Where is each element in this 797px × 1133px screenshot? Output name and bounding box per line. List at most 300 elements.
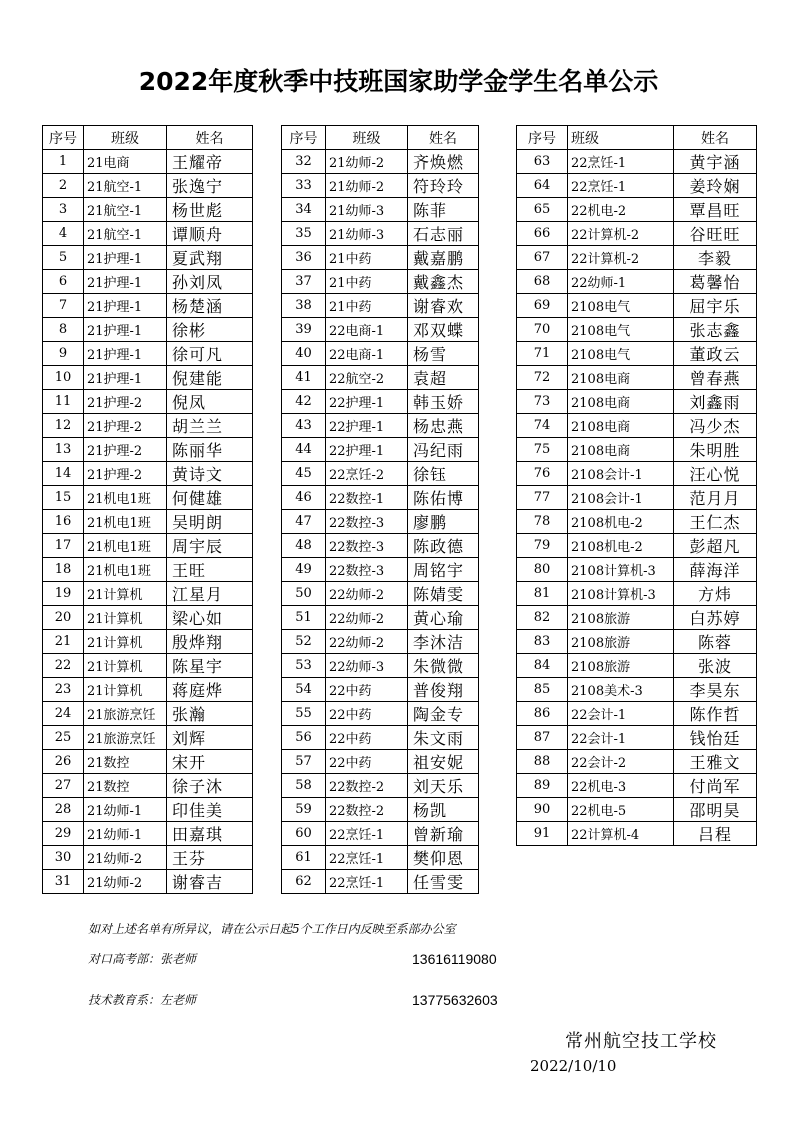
row-class: 21护理-1 bbox=[84, 366, 167, 390]
table-row bbox=[517, 342, 757, 366]
row-number: 69 bbox=[517, 294, 568, 318]
table-row bbox=[43, 366, 253, 390]
row-class: 21电商 bbox=[84, 150, 167, 174]
table-row bbox=[282, 606, 479, 630]
row-student-name: 宋开 bbox=[167, 750, 253, 774]
row-student-name: 张志鑫 bbox=[674, 318, 757, 342]
row-student-name: 邓双蝶 bbox=[408, 318, 479, 342]
row-class: 2108电商 bbox=[568, 438, 674, 462]
objection-notice: 如对上述名单有所异议，请在公示日起5个工作日内反映至系部办公室 bbox=[88, 922, 456, 936]
contact-2-phone: 13775632603 bbox=[412, 992, 498, 1008]
header-class: 班级 bbox=[84, 126, 167, 150]
row-student-name: 印佳美 bbox=[167, 798, 253, 822]
row-class: 21护理-1 bbox=[84, 246, 167, 270]
row-class: 21中药 bbox=[326, 246, 408, 270]
table-row bbox=[43, 870, 253, 894]
row-class: 2108电商 bbox=[568, 414, 674, 438]
row-number: 38 bbox=[282, 294, 326, 318]
row-class: 21护理-2 bbox=[84, 438, 167, 462]
table-row bbox=[43, 294, 253, 318]
table-row bbox=[43, 678, 253, 702]
table-row bbox=[43, 510, 253, 534]
row-class: 21机电1班 bbox=[84, 510, 167, 534]
row-class: 21幼师-1 bbox=[84, 798, 167, 822]
row-number: 77 bbox=[517, 486, 568, 510]
row-student-name: 白苏婷 bbox=[674, 606, 757, 630]
row-class: 2108电商 bbox=[568, 366, 674, 390]
table-row bbox=[282, 798, 479, 822]
table-row bbox=[282, 198, 479, 222]
row-student-name: 陈政德 bbox=[408, 534, 479, 558]
row-number: 49 bbox=[282, 558, 326, 582]
row-number: 10 bbox=[43, 366, 84, 390]
table-row bbox=[282, 702, 479, 726]
row-number: 84 bbox=[517, 654, 568, 678]
row-student-name: 谢睿吉 bbox=[167, 870, 253, 894]
row-number: 13 bbox=[43, 438, 84, 462]
row-class: 2108美术-3 bbox=[568, 678, 674, 702]
row-class: 22电商-1 bbox=[326, 318, 408, 342]
row-student-name: 戴嘉鹏 bbox=[408, 246, 479, 270]
row-number: 6 bbox=[43, 270, 84, 294]
table-row bbox=[517, 558, 757, 582]
row-class: 2108会计-1 bbox=[568, 486, 674, 510]
table-row bbox=[282, 366, 479, 390]
row-student-name: 廖鹏 bbox=[408, 510, 479, 534]
table-row bbox=[517, 246, 757, 270]
row-number: 33 bbox=[282, 174, 326, 198]
row-class: 22幼师-2 bbox=[326, 630, 408, 654]
row-student-name: 邵明昊 bbox=[674, 798, 757, 822]
table-row bbox=[517, 486, 757, 510]
row-number: 48 bbox=[282, 534, 326, 558]
row-student-name: 祖安妮 bbox=[408, 750, 479, 774]
row-student-name: 付尚军 bbox=[674, 774, 757, 798]
row-student-name: 杨凯 bbox=[408, 798, 479, 822]
row-class: 22中药 bbox=[326, 750, 408, 774]
table-row bbox=[517, 318, 757, 342]
table-row bbox=[517, 438, 757, 462]
row-number: 86 bbox=[517, 702, 568, 726]
row-class: 21护理-2 bbox=[84, 390, 167, 414]
row-class: 21护理-2 bbox=[84, 414, 167, 438]
table-row bbox=[43, 246, 253, 270]
row-class: 21机电1班 bbox=[84, 558, 167, 582]
row-class: 21幼师-2 bbox=[326, 174, 408, 198]
table-row bbox=[43, 270, 253, 294]
row-student-name: 刘天乐 bbox=[408, 774, 479, 798]
row-student-name: 葛馨怡 bbox=[674, 270, 757, 294]
row-class: 22数控-1 bbox=[326, 486, 408, 510]
row-number: 52 bbox=[282, 630, 326, 654]
header-name: 姓名 bbox=[167, 126, 253, 150]
row-class: 21机电1班 bbox=[84, 534, 167, 558]
table-row bbox=[282, 150, 479, 174]
row-number: 45 bbox=[282, 462, 326, 486]
table-row bbox=[517, 534, 757, 558]
row-student-name: 李毅 bbox=[674, 246, 757, 270]
row-class: 21旅游烹饪 bbox=[84, 726, 167, 750]
header-name: 姓名 bbox=[408, 126, 479, 150]
row-student-name: 董政云 bbox=[674, 342, 757, 366]
publish-date: 2022/10/10 bbox=[530, 1057, 617, 1075]
table-row bbox=[43, 846, 253, 870]
row-class: 22幼师-1 bbox=[568, 270, 674, 294]
row-number: 83 bbox=[517, 630, 568, 654]
row-student-name: 谷旺旺 bbox=[674, 222, 757, 246]
table-row bbox=[517, 774, 757, 798]
table-row bbox=[282, 342, 479, 366]
row-class: 22航空-2 bbox=[326, 366, 408, 390]
row-number: 36 bbox=[282, 246, 326, 270]
row-number: 34 bbox=[282, 198, 326, 222]
table-row bbox=[282, 870, 479, 894]
table-row bbox=[43, 822, 253, 846]
row-class: 22幼师-2 bbox=[326, 606, 408, 630]
row-student-name: 杨世彪 bbox=[167, 198, 253, 222]
table-row bbox=[282, 174, 479, 198]
table-row bbox=[43, 534, 253, 558]
row-student-name: 周宇辰 bbox=[167, 534, 253, 558]
row-student-name: 韩玉娇 bbox=[408, 390, 479, 414]
row-student-name: 杨雪 bbox=[408, 342, 479, 366]
table-row bbox=[43, 414, 253, 438]
row-class: 22中药 bbox=[326, 702, 408, 726]
table-row bbox=[282, 414, 479, 438]
row-student-name: 谭顺舟 bbox=[167, 222, 253, 246]
row-number: 63 bbox=[517, 150, 568, 174]
row-class: 2108电气 bbox=[568, 294, 674, 318]
student-table-2 bbox=[281, 125, 479, 894]
row-number: 75 bbox=[517, 438, 568, 462]
table-row bbox=[517, 198, 757, 222]
row-student-name: 梁心如 bbox=[167, 606, 253, 630]
row-class: 2108计算机-3 bbox=[568, 582, 674, 606]
table-row bbox=[43, 558, 253, 582]
row-number: 5 bbox=[43, 246, 84, 270]
row-number: 71 bbox=[517, 342, 568, 366]
row-class: 21中药 bbox=[326, 270, 408, 294]
row-student-name: 齐焕燃 bbox=[408, 150, 479, 174]
contact-1-label: 对口高考部：张老师 bbox=[88, 952, 197, 966]
table-row bbox=[43, 342, 253, 366]
row-student-name: 陈星宇 bbox=[167, 654, 253, 678]
table-row bbox=[43, 726, 253, 750]
row-class: 21护理-1 bbox=[84, 270, 167, 294]
header-class: 班级 bbox=[568, 126, 674, 150]
table-row bbox=[282, 534, 479, 558]
row-number: 14 bbox=[43, 462, 84, 486]
row-student-name: 李沐洁 bbox=[408, 630, 479, 654]
header-no: 序号 bbox=[43, 126, 84, 150]
contact-2-label: 技术教育系：左老师 bbox=[88, 993, 197, 1007]
row-student-name: 周铭宇 bbox=[408, 558, 479, 582]
row-student-name: 吕程 bbox=[674, 822, 757, 846]
table-row bbox=[282, 438, 479, 462]
row-class: 21计算机 bbox=[84, 606, 167, 630]
row-class: 21航空-1 bbox=[84, 174, 167, 198]
row-student-name: 曾新瑜 bbox=[408, 822, 479, 846]
row-student-name: 王耀帝 bbox=[167, 150, 253, 174]
row-class: 21幼师-3 bbox=[326, 222, 408, 246]
row-student-name: 薛海洋 bbox=[674, 558, 757, 582]
row-number: 91 bbox=[517, 822, 568, 846]
page-title: 2022年度秋季中技班国家助学金学生名单公示 bbox=[138, 67, 659, 96]
row-class: 22护理-1 bbox=[326, 390, 408, 414]
row-student-name: 屈宇乐 bbox=[674, 294, 757, 318]
student-table-3 bbox=[516, 125, 757, 846]
table-row bbox=[517, 822, 757, 846]
row-number: 39 bbox=[282, 318, 326, 342]
row-number: 73 bbox=[517, 390, 568, 414]
row-class: 21护理-1 bbox=[84, 318, 167, 342]
row-student-name: 陈佑博 bbox=[408, 486, 479, 510]
row-number: 30 bbox=[43, 846, 84, 870]
row-class: 2108旅游 bbox=[568, 606, 674, 630]
table-row bbox=[517, 726, 757, 750]
row-class: 2108会计-1 bbox=[568, 462, 674, 486]
header-class: 班级 bbox=[326, 126, 408, 150]
row-student-name: 戴鑫杰 bbox=[408, 270, 479, 294]
row-number: 80 bbox=[517, 558, 568, 582]
row-student-name: 王芬 bbox=[167, 846, 253, 870]
table-row bbox=[282, 294, 479, 318]
row-class: 22数控-2 bbox=[326, 774, 408, 798]
row-class: 22数控-3 bbox=[326, 534, 408, 558]
row-student-name: 陈蓉 bbox=[674, 630, 757, 654]
row-number: 88 bbox=[517, 750, 568, 774]
row-student-name: 冯纪雨 bbox=[408, 438, 479, 462]
row-class: 22会计-1 bbox=[568, 726, 674, 750]
row-class: 21幼师-2 bbox=[84, 846, 167, 870]
row-class: 21计算机 bbox=[84, 630, 167, 654]
row-class: 2108机电-2 bbox=[568, 534, 674, 558]
row-student-name: 杨忠燕 bbox=[408, 414, 479, 438]
row-number: 64 bbox=[517, 174, 568, 198]
student-table-1 bbox=[42, 125, 253, 894]
row-student-name: 孙刘凤 bbox=[167, 270, 253, 294]
row-student-name: 冯少杰 bbox=[674, 414, 757, 438]
row-class: 22烹饪-2 bbox=[326, 462, 408, 486]
row-number: 67 bbox=[517, 246, 568, 270]
row-number: 9 bbox=[43, 342, 84, 366]
row-class: 22中药 bbox=[326, 678, 408, 702]
row-class: 21幼师-2 bbox=[326, 150, 408, 174]
row-student-name: 徐子沐 bbox=[167, 774, 253, 798]
row-number: 60 bbox=[282, 822, 326, 846]
row-number: 18 bbox=[43, 558, 84, 582]
row-number: 76 bbox=[517, 462, 568, 486]
row-class: 22计算机-2 bbox=[568, 246, 674, 270]
row-class: 21中药 bbox=[326, 294, 408, 318]
table-row bbox=[517, 654, 757, 678]
table-row bbox=[43, 750, 253, 774]
row-number: 57 bbox=[282, 750, 326, 774]
row-student-name: 姜玲娴 bbox=[674, 174, 757, 198]
row-number: 85 bbox=[517, 678, 568, 702]
table-row bbox=[43, 438, 253, 462]
table-row bbox=[517, 270, 757, 294]
row-number: 27 bbox=[43, 774, 84, 798]
row-class: 21护理-2 bbox=[84, 462, 167, 486]
table-row bbox=[517, 366, 757, 390]
row-class: 21幼师-1 bbox=[84, 822, 167, 846]
row-class: 2108电商 bbox=[568, 390, 674, 414]
row-student-name: 蒋庭烨 bbox=[167, 678, 253, 702]
row-number: 74 bbox=[517, 414, 568, 438]
table-row bbox=[517, 510, 757, 534]
row-number: 61 bbox=[282, 846, 326, 870]
table-row bbox=[517, 798, 757, 822]
row-number: 17 bbox=[43, 534, 84, 558]
row-number: 2 bbox=[43, 174, 84, 198]
table-row bbox=[282, 222, 479, 246]
row-student-name: 张逸宁 bbox=[167, 174, 253, 198]
table-row bbox=[282, 318, 479, 342]
row-student-name: 李昊东 bbox=[674, 678, 757, 702]
row-number: 1 bbox=[43, 150, 84, 174]
table-row bbox=[43, 774, 253, 798]
table-row bbox=[43, 630, 253, 654]
row-class: 22护理-1 bbox=[326, 414, 408, 438]
table-row bbox=[282, 510, 479, 534]
row-class: 2108计算机-3 bbox=[568, 558, 674, 582]
row-student-name: 普俊翔 bbox=[408, 678, 479, 702]
row-class: 22数控-3 bbox=[326, 510, 408, 534]
row-number: 53 bbox=[282, 654, 326, 678]
row-class: 21旅游烹饪 bbox=[84, 702, 167, 726]
row-number: 56 bbox=[282, 726, 326, 750]
row-student-name: 黄诗文 bbox=[167, 462, 253, 486]
table-row bbox=[282, 558, 479, 582]
row-class: 21航空-1 bbox=[84, 198, 167, 222]
row-student-name: 刘辉 bbox=[167, 726, 253, 750]
row-class: 22烹饪-1 bbox=[326, 870, 408, 894]
row-class: 2108机电-2 bbox=[568, 510, 674, 534]
table-row bbox=[517, 462, 757, 486]
row-number: 62 bbox=[282, 870, 326, 894]
table-row bbox=[282, 822, 479, 846]
table-row bbox=[282, 630, 479, 654]
row-class: 22计算机-2 bbox=[568, 222, 674, 246]
row-class: 22机电-3 bbox=[568, 774, 674, 798]
row-class: 21幼师-3 bbox=[326, 198, 408, 222]
table-row bbox=[517, 702, 757, 726]
table-row bbox=[517, 294, 757, 318]
row-number: 26 bbox=[43, 750, 84, 774]
row-number: 55 bbox=[282, 702, 326, 726]
table-row bbox=[517, 750, 757, 774]
row-student-name: 徐可凡 bbox=[167, 342, 253, 366]
row-class: 2108旅游 bbox=[568, 654, 674, 678]
row-class: 22烹饪-1 bbox=[568, 174, 674, 198]
row-number: 42 bbox=[282, 390, 326, 414]
table-row bbox=[43, 198, 253, 222]
row-class: 22机电-5 bbox=[568, 798, 674, 822]
header-no: 序号 bbox=[282, 126, 326, 150]
row-student-name: 覃昌旺 bbox=[674, 198, 757, 222]
row-class: 2108旅游 bbox=[568, 630, 674, 654]
table-row bbox=[282, 246, 479, 270]
row-student-name: 朱微微 bbox=[408, 654, 479, 678]
table-row bbox=[43, 222, 253, 246]
table-row bbox=[517, 222, 757, 246]
row-number: 19 bbox=[43, 582, 84, 606]
table-row bbox=[43, 318, 253, 342]
row-student-name: 张波 bbox=[674, 654, 757, 678]
row-student-name: 范月月 bbox=[674, 486, 757, 510]
table-row bbox=[517, 174, 757, 198]
row-number: 12 bbox=[43, 414, 84, 438]
row-class: 22烹饪-1 bbox=[326, 846, 408, 870]
row-class: 22计算机-4 bbox=[568, 822, 674, 846]
school-name: 常州航空技工学校 bbox=[565, 1031, 717, 1052]
table-row bbox=[43, 150, 253, 174]
row-number: 21 bbox=[43, 630, 84, 654]
row-number: 23 bbox=[43, 678, 84, 702]
row-number: 50 bbox=[282, 582, 326, 606]
row-class: 2108电气 bbox=[568, 318, 674, 342]
row-number: 70 bbox=[517, 318, 568, 342]
row-class: 22幼师-3 bbox=[326, 654, 408, 678]
row-student-name: 符玲玲 bbox=[408, 174, 479, 198]
row-number: 20 bbox=[43, 606, 84, 630]
row-number: 40 bbox=[282, 342, 326, 366]
row-student-name: 黄宇涵 bbox=[674, 150, 757, 174]
table-row bbox=[282, 654, 479, 678]
row-class: 22会计-2 bbox=[568, 750, 674, 774]
row-number: 8 bbox=[43, 318, 84, 342]
row-class: 2108电气 bbox=[568, 342, 674, 366]
row-number: 46 bbox=[282, 486, 326, 510]
row-student-name: 石志丽 bbox=[408, 222, 479, 246]
row-number: 90 bbox=[517, 798, 568, 822]
row-student-name: 吴明朗 bbox=[167, 510, 253, 534]
row-number: 7 bbox=[43, 294, 84, 318]
row-student-name: 倪凤 bbox=[167, 390, 253, 414]
row-number: 22 bbox=[43, 654, 84, 678]
row-number: 3 bbox=[43, 198, 84, 222]
row-student-name: 黄心瑜 bbox=[408, 606, 479, 630]
table-row bbox=[282, 270, 479, 294]
row-number: 59 bbox=[282, 798, 326, 822]
row-student-name: 徐钰 bbox=[408, 462, 479, 486]
row-class: 21航空-1 bbox=[84, 222, 167, 246]
row-student-name: 任雪雯 bbox=[408, 870, 479, 894]
row-class: 22幼师-2 bbox=[326, 582, 408, 606]
table-row bbox=[517, 606, 757, 630]
row-class: 22数控-2 bbox=[326, 798, 408, 822]
table-row bbox=[282, 726, 479, 750]
row-student-name: 何健雄 bbox=[167, 486, 253, 510]
row-number: 11 bbox=[43, 390, 84, 414]
table-row bbox=[517, 630, 757, 654]
row-student-name: 王旺 bbox=[167, 558, 253, 582]
row-student-name: 杨楚涵 bbox=[167, 294, 253, 318]
table-row bbox=[43, 654, 253, 678]
table-row bbox=[517, 390, 757, 414]
row-number: 35 bbox=[282, 222, 326, 246]
row-number: 82 bbox=[517, 606, 568, 630]
row-class: 22护理-1 bbox=[326, 438, 408, 462]
row-student-name: 王雅文 bbox=[674, 750, 757, 774]
row-student-name: 谢睿欢 bbox=[408, 294, 479, 318]
row-number: 89 bbox=[517, 774, 568, 798]
row-number: 29 bbox=[43, 822, 84, 846]
row-number: 4 bbox=[43, 222, 84, 246]
row-number: 81 bbox=[517, 582, 568, 606]
row-number: 58 bbox=[282, 774, 326, 798]
